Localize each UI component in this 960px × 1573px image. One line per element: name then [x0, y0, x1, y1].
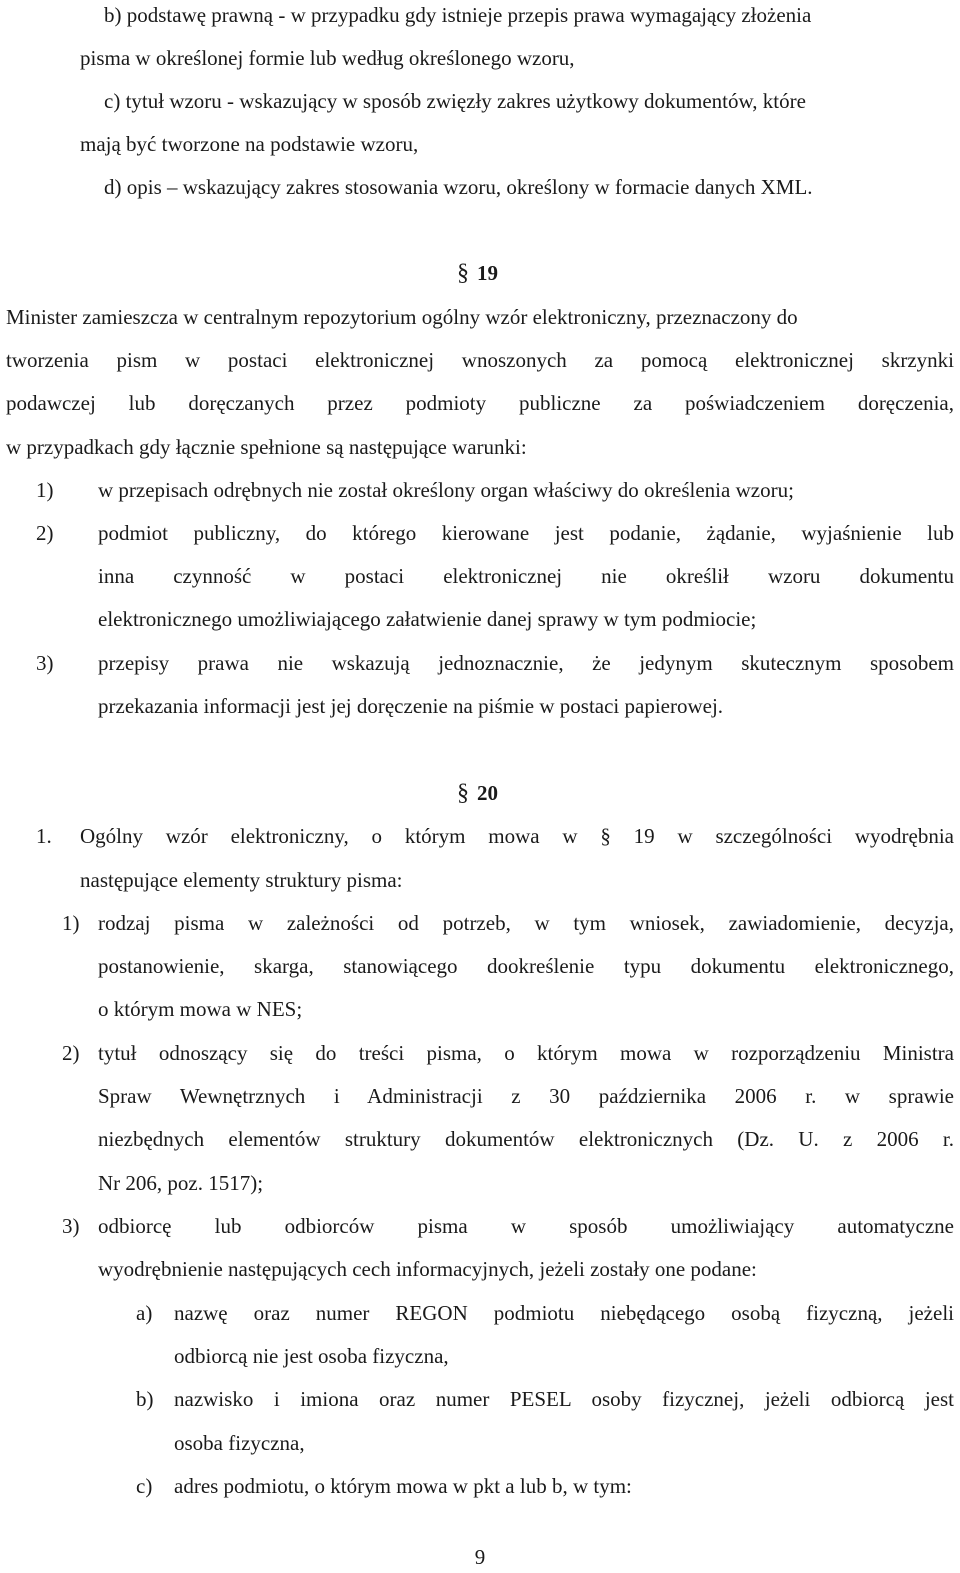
- clause-c-line-2: mają być tworzone na podstawie wzoru,: [80, 132, 419, 156]
- s20-item-1-text-1: rodzaj pisma w zależności od potrzeb, w tym wniosek, zawiadomienie, decyzja,: [98, 911, 954, 935]
- s20-item-2-text-1: tytuł odnoszący się do treści pisma, o którym mowa w rozporządzeniu Ministra: [98, 1041, 954, 1065]
- s20-subitem-b-line-1: [174, 1386, 954, 1412]
- s19-item-3-text-1: przepisy prawa nie wskazują jednoznacznie, że jedynym skutecznym sposobem: [98, 651, 954, 675]
- s19-intro-line-4: w przypadkach gdy łącznie spełnione są następujące warunki:: [6, 435, 527, 459]
- s20-item-3-text-1: odbiorcę lub odbiorców pisma w sposób umożliwiający automatyczne: [98, 1214, 954, 1238]
- s20-subitem-b-line-2: osoba fizyczna,: [174, 1431, 305, 1455]
- s20-subitem-a-letter: a): [136, 1301, 153, 1325]
- clause-d-line-1: d) opis – wskazujący zakres stosowania wzoru, określony w formacie danych XML.: [104, 175, 813, 199]
- s19-intro-text-3: podawczej lub doręczanych przez podmioty publiczne za poświadczeniem doręczenia,: [6, 391, 954, 415]
- s19-item-2-line-2: [98, 563, 954, 589]
- s20-subitem-b-text-1: nazwisko i imiona oraz numer PESEL osoby fizycznej, jeżeli odbiorcą jest: [174, 1387, 954, 1411]
- s20-item-2-line-1: [98, 1040, 954, 1066]
- s20-item-2-number: 2): [62, 1041, 80, 1065]
- s20-item-1-line-2: [98, 953, 954, 979]
- s19-item-3-line-1: [98, 650, 954, 676]
- s20-item-3-number: 3): [62, 1214, 80, 1238]
- s19-item-3-line-2: przekazania informacji jest jej doręczenie na piśmie w postaci papierowej.: [98, 694, 724, 718]
- section-sign: §: [457, 780, 469, 806]
- s20-paragraph-1-number: 1.: [36, 824, 52, 848]
- s20-p1-text-1: Ogólny wzór elektroniczny, o którym mowa w § 19 w szczególności wyodrębnia: [80, 824, 954, 848]
- s19-intro-text-2: tworzenia pism w postaci elektronicznej wnoszonych za pomocą elektronicznej skrzynki: [6, 348, 954, 372]
- s19-intro-line-3: [6, 390, 954, 416]
- s20-item-1-number: 1): [62, 911, 80, 935]
- s20-item-1-text-2: postanowienie, skarga, stanowiącego dookreślenie typu dokumentu elektronicznego,: [98, 954, 954, 978]
- s20-subitem-a-line-1: [174, 1300, 954, 1326]
- s20-item-2-line-4: Nr 206, poz. 1517);: [98, 1171, 264, 1195]
- s20-subitem-a-text-1: nazwę oraz numer REGON podmiotu niebędącego osobą fizyczną, jeżeli: [174, 1301, 954, 1325]
- s20-item-2-line-2: [98, 1083, 954, 1109]
- s20-subitem-a-line-2: odbiorcą nie jest osoba fizyczna,: [174, 1344, 449, 1368]
- s20-item-2-text-3: niezbędnych elementów struktury dokumentów elektronicznych (Dz. U. z 2006 r.: [98, 1127, 954, 1151]
- s20-item-3-line-2: wyodrębnienie następujących cech informacyjnych, jeżeli zostały one podane:: [98, 1257, 757, 1281]
- s19-item-2-number: 2): [36, 521, 54, 545]
- s20-item-1-line-1: [98, 910, 954, 936]
- s19-intro-line-2: [6, 347, 954, 373]
- s20-subitem-c-letter: c): [136, 1474, 153, 1498]
- s19-item-2-line-3: elektronicznego umożliwiającego załatwienie danej sprawy w tym podmiocie;: [98, 607, 757, 631]
- s19-intro-line-1: [6, 304, 954, 330]
- page-number: 9: [474, 1545, 486, 1569]
- s19-item-2-text-2: inna czynność w postaci elektronicznej nie określił wzoru dokumentu: [98, 564, 954, 588]
- s20-item-3-line-1: [98, 1213, 954, 1239]
- s20-subitem-c-line-1: adres podmiotu, o którym mowa w pkt a lub b, w tym:: [174, 1474, 632, 1498]
- s19-item-1-number: 1): [36, 478, 54, 502]
- s20-subitem-b-letter: b): [136, 1387, 154, 1411]
- s20-p1-line-1: [80, 823, 954, 849]
- s20-item-1-line-3: o którym mowa w NES;: [98, 997, 303, 1021]
- section-number: 20: [477, 781, 498, 805]
- s19-intro-text-1: Minister zamieszcza w centralnym repozytorium ogólny wzór elektroniczny, przeznaczony do: [6, 305, 798, 329]
- clause-b-line-2: pisma w określonej formie lub według określonego wzoru,: [80, 46, 575, 70]
- s20-item-2-text-2: Spraw Wewnętrznych i Administracji z 30 października 2006 r. w sprawie: [98, 1084, 954, 1108]
- s19-item-1-line-1: w przepisach odrębnych nie został określony organ właściwy do określenia wzoru;: [98, 478, 794, 502]
- s19-item-3-number: 3): [36, 651, 54, 675]
- s19-item-2-text-1: podmiot publiczny, do którego kierowane jest podanie, żądanie, wyjaśnienie lub: [98, 521, 954, 545]
- s20-p1-line-2: następujące elementy struktury pisma:: [80, 868, 403, 892]
- section-19-heading: [457, 260, 498, 286]
- s19-item-2-line-1: [98, 520, 954, 546]
- clause-b-line-1: b) podstawę prawną - w przypadku gdy istnieje przepis prawa wymagający złożenia: [104, 3, 812, 27]
- section-number: 19: [477, 261, 498, 285]
- clause-c-line-1: c) tytuł wzoru - wskazujący w sposób zwięzły zakres użytkowy dokumentów, które: [104, 89, 806, 113]
- section-20-heading: [457, 780, 498, 806]
- s20-item-2-line-3: [98, 1126, 954, 1152]
- section-sign: §: [457, 260, 469, 286]
